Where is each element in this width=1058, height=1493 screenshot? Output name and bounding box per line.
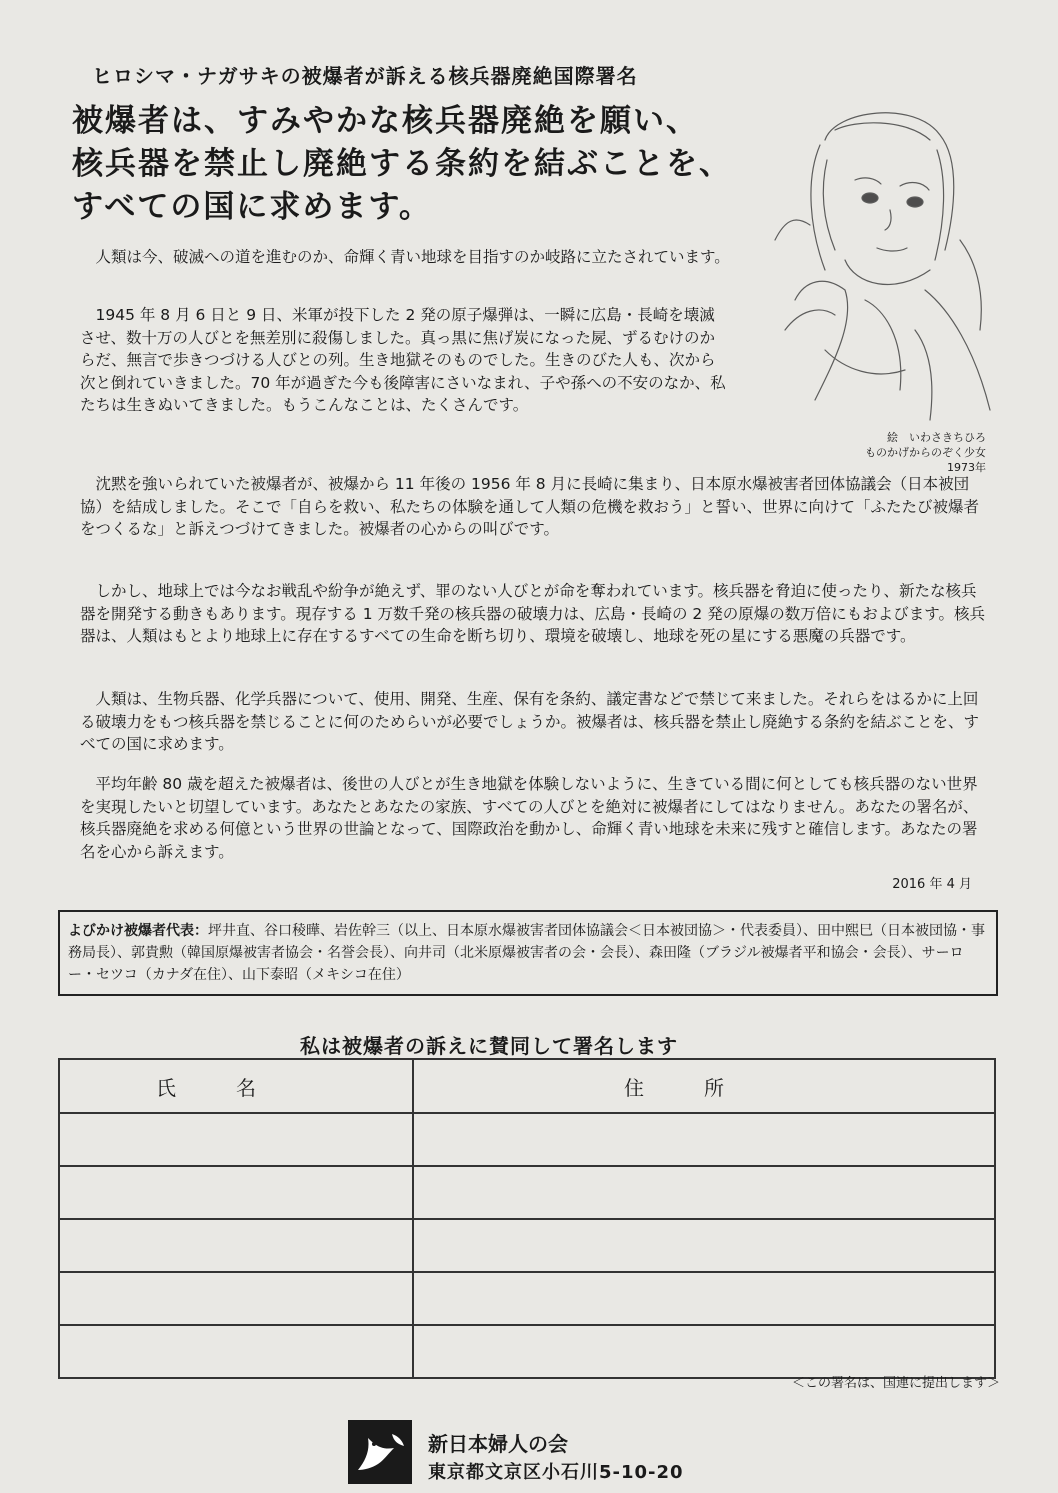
headline-line-2: 核兵器を禁止し廃絶する条約を結ぶことを、 — [72, 146, 732, 182]
name-cell[interactable] — [59, 1113, 413, 1166]
kicker-title: ヒロシマ・ナガサキの被爆者が訴える核兵器廃絶国際署名 — [92, 64, 638, 88]
signature-row — [59, 1272, 995, 1325]
signature-row — [59, 1166, 995, 1219]
address-cell[interactable] — [413, 1272, 995, 1325]
body-paragraph-2: 1945 年 8 月 6 日と 9 日、米軍が投下した 2 発の原子爆弾は、一瞬に広島・長崎を壊滅させ、数十万の人びとを無差別に殺傷しました。真っ黒に焦げ炭になった屍、ずるむけのからだ、無言で歩きつづける人びとの列。生き地獄そのものでした。生きのびた人も、次から次と倒れていきました。70 年が過ぎた今も後障害にさいなまれ、子や孫への不安のなか、私たちは生きぬいてきました。もうこんなことは、たくさんです。 — [80, 306, 726, 414]
body-paragraph-3: 沈黙を強いられていた被爆者が、被爆から 11 年後の 1956 年 8 月に長崎に集まり、日本原水爆被害者団体協議会（日本被団協）を結成しました。そこで「自らを救い、私たちの体験を通して人類の危機を救おう」と誓い、世界に向けて「ふたたび被爆者をつくるな」と訴えつづけてきました。被爆者の心からの叫びです。 — [80, 475, 980, 538]
illustration-credit — [850, 430, 986, 475]
body-paragraph-5: 人類は、生物兵器、化学兵器について、使用、開発、生産、保有を条約、議定書などで禁じて来ました。それらをはるかに上回る破壊力をもつ核兵器を禁じることに何のためらいが必要でしょうか。被爆者は、核兵器を禁止し廃絶する条約を結ぶことを、すべての国に求めます。 — [80, 690, 980, 753]
body-paragraph-1: 人類は今、破滅への道を進むのか、命輝く青い地球を目指すのか岐路に立たされています。 — [95, 248, 730, 266]
submission-note: ＜この署名は、国連に提出します＞ — [791, 1376, 1000, 1391]
body-paragraph-6: 平均年齢 80 歳を超えた被爆者は、後世の人びとが生き地獄を体験しないように、生きている間に何としても核兵器のない世界を実現したいと切望しています。あなたとあなたの家族、すべての人びとを絶対に被爆者にしてはなりません。あなたの署名が、核兵器廃絶を求める何億という世界の世論となって、国際政治を動かし、命輝く青い地球を未来に残すと確信します。あなたの署名を心から訴えます。 — [80, 775, 979, 861]
signature-row — [59, 1113, 995, 1166]
signature-row — [59, 1219, 995, 1272]
organization-address: 東京都文京区小石川5-10-20 — [428, 1462, 684, 1483]
callers-list: 坪井直、谷口稜曄、岩佐幹三（以上、日本原水爆被害者団体協議会＜日本被団協＞・代表委員）、田中熙巳（日本被団協・事務局長）、郭貴勲（韓国原爆被害者協会・名誉会長）、向井司（北米原爆被害者の会・会長）、森田隆（ブラジル被爆者平和協会・会長）、サーロー・セツコ（カナダ在住）、山下泰昭（メキシコ在住） — [68, 923, 985, 983]
address-cell[interactable] — [413, 1166, 995, 1219]
address-cell[interactable] — [413, 1325, 995, 1378]
headline-line-3: すべての国に求めます。 — [72, 189, 432, 225]
address-cell[interactable] — [413, 1219, 995, 1272]
name-cell[interactable] — [59, 1219, 413, 1272]
name-cell[interactable] — [59, 1166, 413, 1219]
girl-sketch-illustration — [765, 100, 1005, 430]
callers-label: よびかけ被爆者代表： — [68, 923, 208, 939]
address-cell[interactable] — [413, 1113, 995, 1166]
issue-date: 2016 年 4 月 — [892, 877, 972, 892]
signature-table — [58, 1058, 996, 1379]
credit-title: ものかげからのぞく少女 — [865, 446, 986, 459]
body-paragraph-4: しかし、地球上では今なお戦乱や紛争が絶えず、罪のない人びとが命を奪われています。核兵器を脅迫に使ったり、新たな核兵器を開発する動きもあります。現存する 1 万数千発の核兵器の破壊力は、広島・長崎の 2 発の原爆の数万倍にもおよびます。核兵器は、人類はもとより地球上に存在するすべての生命を断ち切り、環境を破壊し、地球を死の星にする悪魔の兵器です。 — [80, 582, 985, 645]
name-cell[interactable] — [59, 1325, 413, 1378]
organization-name: 新日本婦人の会 — [428, 1432, 568, 1456]
credit-artist: 絵 いわさきちひろ — [887, 431, 986, 444]
credit-year: 1973年 — [947, 461, 986, 474]
column-header-address: 住所 — [413, 1059, 995, 1113]
callers-box — [58, 910, 998, 996]
dove-logo-icon — [348, 1420, 412, 1484]
column-header-name: 氏名 — [59, 1059, 413, 1113]
signature-title: 私は被爆者の訴えに賛同して署名します — [300, 1034, 678, 1058]
headline — [72, 100, 772, 229]
signature-header-row — [59, 1059, 995, 1113]
signature-row — [59, 1325, 995, 1378]
name-cell[interactable] — [59, 1272, 413, 1325]
headline-line-1: 被爆者は、すみやかな核兵器廃絶を願い、 — [72, 103, 699, 139]
